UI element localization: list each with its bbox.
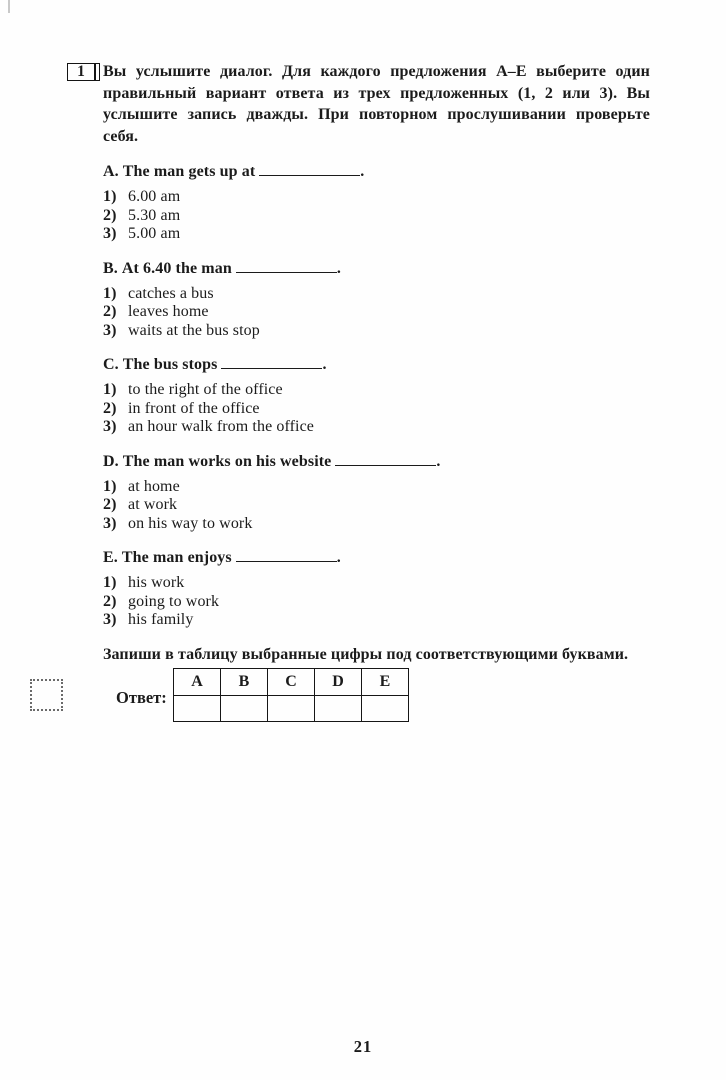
option-row bbox=[103, 400, 650, 419]
option-row bbox=[103, 225, 650, 244]
option-text: his family bbox=[128, 611, 194, 628]
option-row bbox=[103, 381, 650, 400]
answer-blank-line bbox=[236, 268, 337, 273]
answer-table-header-cell: A bbox=[174, 668, 221, 695]
question-stem: The man gets up at bbox=[122, 163, 256, 180]
option-text: 6.00 am bbox=[128, 188, 181, 205]
option-text: leaves home bbox=[128, 303, 209, 320]
question-stem: The man works on his website bbox=[122, 452, 332, 470]
option-text: at work bbox=[128, 496, 178, 513]
answer-table-header-row bbox=[174, 668, 409, 695]
option-row bbox=[103, 207, 650, 226]
option-number: 2) bbox=[103, 206, 117, 224]
answer-table-header-cell: C bbox=[268, 668, 315, 695]
option-number: 1) bbox=[103, 574, 117, 591]
question-c bbox=[103, 355, 650, 374]
question-label: D. bbox=[103, 452, 119, 470]
answer-table-input-row bbox=[174, 695, 409, 721]
option-text: catches a bus bbox=[128, 284, 214, 302]
option-row bbox=[103, 188, 650, 207]
question-a bbox=[103, 162, 650, 181]
option-row bbox=[103, 515, 650, 534]
answer-table-header-cell: B bbox=[221, 668, 268, 695]
option-number: 3) bbox=[103, 225, 117, 242]
option-number: 3) bbox=[103, 611, 117, 628]
options-list-d bbox=[103, 478, 650, 534]
margin-checkbox bbox=[30, 679, 63, 711]
instruction-line: услышите запись дважды. При повторном прослушивании проверьте себя. bbox=[103, 106, 650, 145]
question-period: . bbox=[336, 259, 341, 277]
task-number: 1 bbox=[77, 63, 85, 80]
answer-table-empty-cell bbox=[268, 695, 315, 721]
option-text: his work bbox=[128, 574, 185, 591]
answer-blank-line bbox=[259, 171, 360, 176]
answer-label: Ответ: bbox=[116, 687, 167, 707]
question-stem: The man enjoys bbox=[121, 549, 232, 566]
instruction-line: правильный вариант ответа из трех предложенных (1, 2 или 3). Вы bbox=[103, 84, 650, 102]
answer-table-header-cell: D bbox=[315, 668, 362, 695]
answer-blank-line bbox=[335, 461, 436, 466]
question-stem: At 6.40 the man bbox=[121, 259, 232, 277]
option-row bbox=[103, 322, 650, 341]
option-text: 5.30 am bbox=[128, 206, 181, 224]
question-stem: The bus stops bbox=[122, 356, 218, 373]
option-number: 1) bbox=[103, 381, 117, 398]
answer-table-empty-cell bbox=[362, 695, 409, 721]
option-row bbox=[103, 611, 650, 630]
option-number: 3) bbox=[103, 514, 117, 532]
option-number: 2) bbox=[103, 399, 117, 417]
question-label: E. bbox=[103, 549, 118, 566]
option-text: 5.00 am bbox=[128, 225, 181, 242]
instruction-line: Вы услышите диалог. Для каждого предложения А–Е выберите один bbox=[103, 63, 650, 80]
page-number: 21 bbox=[353, 1037, 373, 1056]
task-number-box bbox=[67, 63, 100, 81]
option-row bbox=[103, 593, 650, 612]
answer-blank-line bbox=[236, 557, 337, 562]
question-d bbox=[103, 452, 650, 471]
option-row bbox=[103, 418, 650, 437]
option-number: 1) bbox=[103, 284, 117, 302]
answer-table-empty-cell bbox=[315, 695, 362, 721]
options-list-c bbox=[103, 381, 650, 437]
option-row bbox=[103, 496, 650, 515]
question-period: . bbox=[436, 452, 441, 470]
option-text: going to work bbox=[128, 592, 220, 610]
options-list-e bbox=[103, 574, 650, 630]
option-text: on his way to work bbox=[128, 514, 253, 532]
question-period: . bbox=[336, 549, 341, 566]
answer-table-empty-cell bbox=[174, 695, 221, 721]
option-text: in front of the office bbox=[128, 399, 260, 417]
option-number: 2) bbox=[103, 303, 117, 320]
option-number: 2) bbox=[103, 592, 117, 610]
answer-blank-line bbox=[221, 364, 322, 369]
option-row bbox=[103, 285, 650, 304]
question-period: . bbox=[322, 356, 327, 373]
option-row bbox=[103, 303, 650, 322]
table-instruction: Запиши в таблицу выбранные цифры под соответствующими буквами. bbox=[103, 645, 629, 663]
scan-artifact-line bbox=[8, 0, 10, 13]
option-text: at home bbox=[128, 477, 180, 495]
option-text: to the right of the office bbox=[128, 381, 283, 398]
option-number: 3) bbox=[103, 418, 117, 435]
task-instruction-paragraph bbox=[103, 61, 650, 147]
page-content bbox=[77, 61, 650, 730]
option-row bbox=[103, 574, 650, 593]
option-number: 2) bbox=[103, 496, 117, 513]
answer-table bbox=[173, 668, 409, 722]
option-row bbox=[103, 478, 650, 497]
options-list-b bbox=[103, 285, 650, 341]
answer-table-header-cell: E bbox=[362, 668, 409, 695]
question-b bbox=[103, 259, 650, 278]
question-e bbox=[103, 548, 650, 567]
option-text: waits at the bus stop bbox=[128, 321, 260, 339]
option-number: 1) bbox=[103, 188, 117, 205]
question-label: C. bbox=[103, 356, 119, 373]
question-period: . bbox=[360, 163, 365, 180]
options-list-a bbox=[103, 188, 650, 244]
option-number: 1) bbox=[103, 477, 117, 495]
question-label: B. bbox=[103, 259, 118, 277]
option-number: 3) bbox=[103, 321, 117, 339]
option-text: an hour walk from the office bbox=[128, 418, 314, 435]
question-label: A. bbox=[103, 163, 119, 180]
answer-block bbox=[103, 668, 650, 730]
answer-table-empty-cell bbox=[221, 695, 268, 721]
